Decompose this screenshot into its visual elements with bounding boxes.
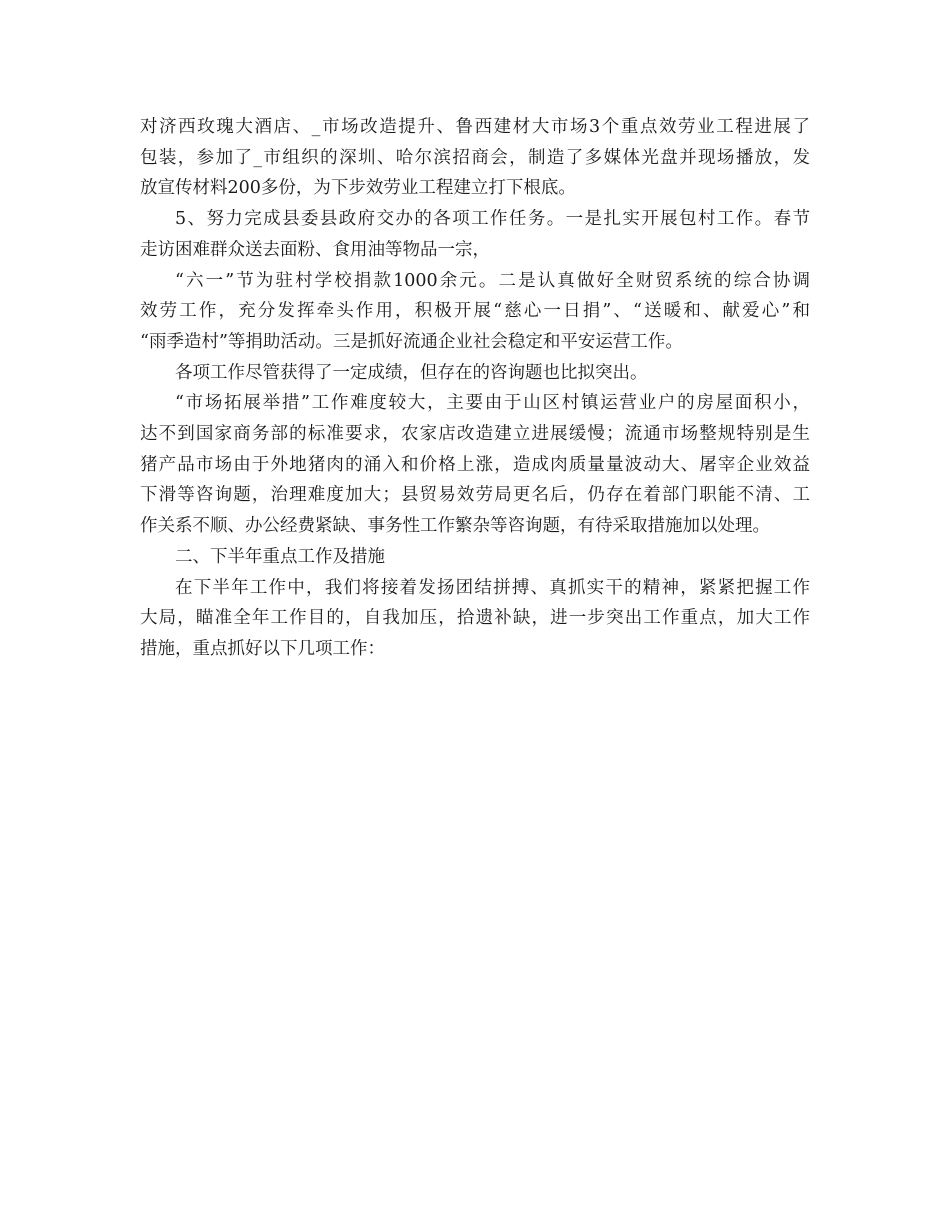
text-line: 在下半年工作中，我们将接着发扬团结拼搏、真抓实干的精神，紧紧把握工作	[175, 577, 810, 598]
text-line: 作关系不顺、办公经费紧缺、事务性工作繁杂等咨询题，有待采取措施加以处理。	[140, 516, 770, 537]
paragraph-problems-intro	[140, 358, 810, 389]
text-line: 措施，重点抓好以下几项工作：	[140, 638, 385, 659]
paragraph-childrens-day	[140, 266, 810, 358]
text-line: “市场拓展举措”工作难度较大，主要由于山区村镇运营业户的房屋面积小，	[175, 393, 810, 414]
text-line: 包装，参加了_市组织的深圳、哈尔滨招商会，制造了多媒体光盘并现场播放，发	[140, 147, 810, 168]
text-line: 效劳工作，充分发挥牵头作用，积极开展“慈心一日捐”、“送暖和、献爱心”和	[140, 301, 810, 322]
text-line: 对济西玫瑰大酒店、_市场改造提升、鲁西建材大市场3个重点效劳业工程进展了	[140, 117, 810, 137]
paragraph-item-5	[140, 204, 810, 265]
text-line: 下滑等咨询题，治理难度加大；县贸易效劳局更名后，仍存在着部门职能不清、工	[140, 485, 810, 506]
paragraph-project-packaging	[140, 112, 810, 204]
text-line: 5、努力完成县委县政府交办的各项工作任务。一是扎实开展包村工作。春节	[175, 209, 810, 230]
document-body	[140, 112, 810, 665]
text-line: 猪产品市场由于外地猪肉的涌入和价格上涨，造成肉质量量波动大、屠宰企业效益	[140, 454, 810, 475]
paragraph-market-expansion	[140, 388, 810, 542]
text-line: 大局，瞄准全年工作目的，自我加压，拾遗补缺，进一步突出工作重点，加大工作	[140, 608, 810, 629]
text-line: 放宣传材料200多份，为下步效劳业工程建立打下根底。	[140, 178, 576, 199]
text-line: 各项工作尽管获得了一定成绩，但存在的咨询题也比拟突出。	[175, 362, 648, 383]
paragraph-second-half-work	[140, 573, 810, 665]
text-line: “六一”节为驻村学校捐款1000余元。二是认真做好全财贸系统的综合协调	[175, 270, 810, 291]
text-line: 走访困难群众送去面粉、食用油等物品一宗，	[140, 239, 490, 260]
text-line: 达不到国家商务部的标准要求，农家店改造建立进展缓慢；流通市场整规特别是生	[140, 424, 810, 445]
text-line: “雨季造村”等捐助活动。三是抓好流通企业社会稳定和平安运营工作。	[140, 331, 683, 352]
section-heading-second-half	[140, 542, 810, 573]
text-line: 二、下半年重点工作及措施	[175, 546, 385, 567]
